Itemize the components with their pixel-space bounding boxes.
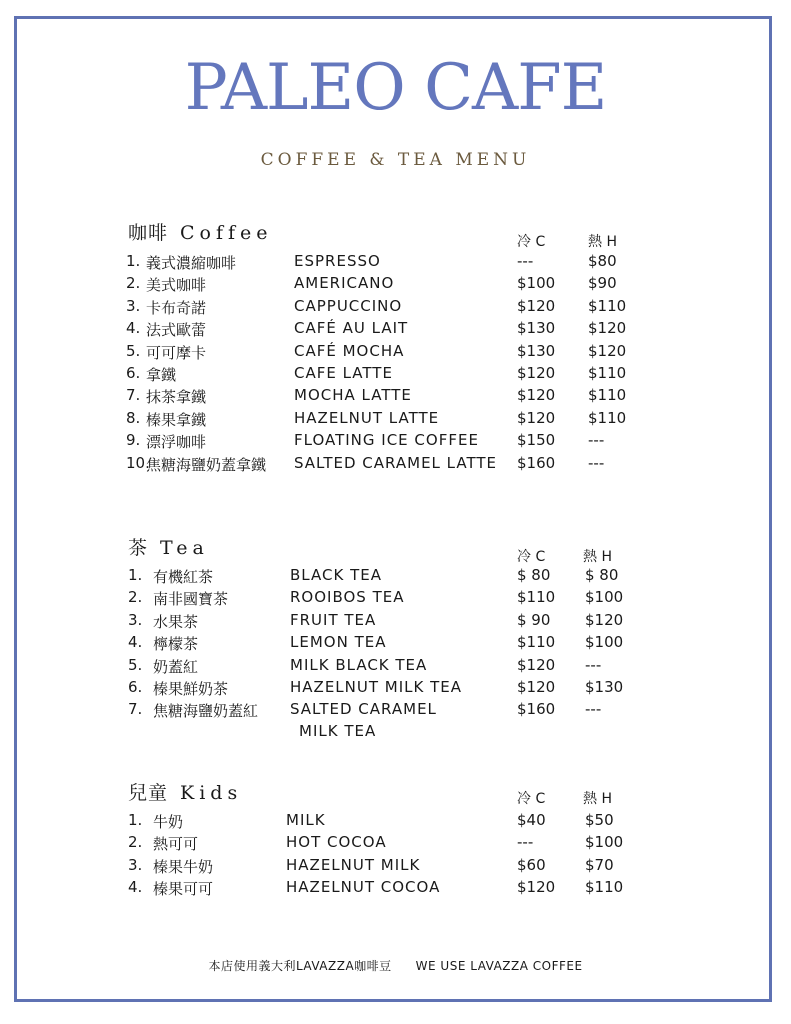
item-number: 8. <box>126 408 141 427</box>
item-name-en: CAPPUCCINO <box>294 296 403 315</box>
item-name-en: HAZELNUT COCOA <box>286 877 441 896</box>
price-hot: $130 <box>585 678 624 696</box>
item-name-en: FLOATING ICE COFFEE <box>294 431 479 450</box>
item-number: 4. <box>128 633 143 652</box>
item-number: 3. <box>128 855 143 874</box>
price-hot: $50 <box>585 811 614 829</box>
footer-zh: 本店使用義大利LAVAZZA咖啡豆 <box>208 959 392 973</box>
menu-item-row <box>0 611 791 633</box>
menu-item-row <box>0 409 791 431</box>
item-number: 3. <box>126 296 141 315</box>
item-name-zh: 檸檬茶 <box>153 635 199 654</box>
price-cold: $120 <box>517 296 556 315</box>
price-cold: $120 <box>517 877 556 896</box>
item-number: 1. <box>128 811 143 829</box>
price-hot: $100 <box>585 588 624 607</box>
kids-heading-en: Kids <box>180 782 243 804</box>
menu-item-row <box>0 431 791 453</box>
price-hot: --- <box>588 431 605 450</box>
cafe-title: PALEO CAFE <box>184 51 607 125</box>
coffee-cold-header: 冷 C <box>517 234 546 250</box>
coffee-heading-zh: 咖啡 <box>128 222 169 244</box>
item-name-en: MOCHA LATTE <box>294 386 412 405</box>
price-cold: $ 80 <box>517 566 551 584</box>
menu-item-row <box>0 856 791 878</box>
coffee-section-heading <box>128 218 273 245</box>
price-hot: $120 <box>588 319 627 338</box>
menu-item-row <box>0 700 791 741</box>
price-hot: $100 <box>585 833 624 852</box>
footer-en: WE USE LAVAZZA COFFEE <box>415 959 583 973</box>
item-name-en: CAFE LATTE <box>294 364 393 382</box>
price-cold: $120 <box>517 678 556 696</box>
item-number: 6. <box>128 678 143 696</box>
item-number: 9. <box>126 431 141 450</box>
kids-section-heading <box>128 778 242 805</box>
menu-item-row <box>0 454 791 476</box>
item-name-zh: 熱可可 <box>153 835 199 854</box>
price-cold: $ 90 <box>517 610 551 629</box>
tea-heading-en: Tea <box>160 537 209 559</box>
menu-item-row <box>0 588 791 610</box>
item-number: 10. <box>126 453 150 472</box>
item-number: 3. <box>128 610 143 629</box>
price-cold: $130 <box>517 341 556 360</box>
tea-heading-zh: 茶 <box>128 537 149 559</box>
price-hot: $110 <box>588 296 627 315</box>
item-number: 4. <box>126 319 141 338</box>
tea-hot-header: 熱 H <box>583 549 612 565</box>
coffee-hot-header: 熱 H <box>588 234 617 250</box>
menu-item-row <box>0 678 791 700</box>
price-cold: $120 <box>517 364 556 382</box>
price-hot: $120 <box>585 610 624 629</box>
item-name-en: SALTED CARAMEL <box>290 700 437 719</box>
kids-cold-header: 冷 C <box>517 791 546 807</box>
item-number: 5. <box>128 655 143 674</box>
item-name-zh: 法式歐蕾 <box>146 321 207 340</box>
item-name-zh: 義式濃縮咖啡 <box>146 254 237 272</box>
price-hot: --- <box>585 655 602 674</box>
item-name-zh: 卡布奇諾 <box>146 298 207 317</box>
price-hot: $110 <box>588 386 627 405</box>
item-number: 7. <box>126 386 141 405</box>
item-name-zh: 牛奶 <box>153 813 184 831</box>
menu-item-row <box>0 297 791 319</box>
item-name-en: FRUIT TEA <box>290 610 377 629</box>
item-number: 5. <box>126 341 141 360</box>
price-hot: $120 <box>588 341 627 360</box>
menu-item-row <box>0 364 791 386</box>
item-name-zh: 拿鐵 <box>146 366 177 384</box>
menu-item-row <box>0 342 791 364</box>
item-number: 2. <box>128 833 143 852</box>
menu-item-row <box>0 252 791 274</box>
item-name-en: MILK <box>286 811 326 829</box>
price-cold: $150 <box>517 431 556 450</box>
item-name-zh: 焦糖海鹽奶蓋拿鐵 <box>146 455 267 474</box>
item-name-en: HAZELNUT MILK <box>286 855 421 874</box>
item-name-en: HAZELNUT LATTE <box>294 408 440 427</box>
price-cold: $110 <box>517 633 556 652</box>
kids-hot-header: 熱 H <box>583 791 612 807</box>
item-number: 6. <box>126 364 141 382</box>
price-cold: $160 <box>517 700 556 719</box>
price-hot: $ 80 <box>585 566 619 584</box>
menu-item-row <box>0 274 791 296</box>
item-number: 4. <box>128 877 143 896</box>
price-cold: $40 <box>517 811 546 829</box>
price-cold: $120 <box>517 408 556 427</box>
price-cold: $100 <box>517 274 556 293</box>
menu-subtitle: COFFEE & TEA MENU <box>260 150 531 170</box>
menu-item-row <box>0 633 791 655</box>
item-name-zh: 水果茶 <box>153 612 199 631</box>
item-name-zh: 有機紅茶 <box>153 568 214 586</box>
item-name-en: ROOIBOS TEA <box>290 588 405 607</box>
item-name-en: AMERICANO <box>294 274 395 293</box>
price-hot: $70 <box>585 855 614 874</box>
item-name-zh: 榛果可可 <box>153 879 214 898</box>
menu-item-row <box>0 319 791 341</box>
price-cold: $120 <box>517 386 556 405</box>
price-cold: $60 <box>517 855 546 874</box>
menu-item-row <box>0 878 791 900</box>
kids-heading-zh: 兒童 <box>128 782 169 804</box>
item-number: 2. <box>126 274 141 293</box>
item-name-en: CAFÉ MOCHA <box>294 341 405 360</box>
price-hot: $110 <box>588 408 627 427</box>
price-cold: $160 <box>517 453 556 472</box>
item-name-en: ESPRESSO <box>294 252 381 270</box>
menu-item-row <box>0 656 791 678</box>
item-name-en: MILK BLACK TEA <box>290 655 428 674</box>
item-number: 1. <box>126 252 141 270</box>
item-name-en: SALTED CARAMEL LATTE <box>294 453 498 472</box>
item-name-zh: 可可摩卡 <box>146 343 207 362</box>
item-name-en-line2: MILK TEA <box>299 722 377 741</box>
price-hot: $90 <box>588 274 617 293</box>
item-name-zh: 榛果牛奶 <box>153 857 214 876</box>
item-number: 2. <box>128 588 143 607</box>
item-name-en: HAZELNUT MILK TEA <box>290 678 463 696</box>
item-name-en: BLACK TEA <box>290 566 382 584</box>
price-hot: $80 <box>588 252 617 270</box>
price-cold: --- <box>517 252 534 270</box>
item-name-zh: 漂浮咖啡 <box>146 433 207 452</box>
price-cold: $110 <box>517 588 556 607</box>
menu-item-row <box>0 833 791 855</box>
tea-cold-header: 冷 C <box>517 549 546 565</box>
price-cold: --- <box>517 833 534 852</box>
item-name-zh: 奶蓋紅 <box>153 657 199 676</box>
footer-note <box>0 957 791 974</box>
tea-section-heading <box>128 533 209 560</box>
menu-item-row <box>0 811 791 833</box>
price-cold: $120 <box>517 655 556 674</box>
item-name-zh: 焦糖海鹽奶蓋紅 <box>153 702 259 721</box>
menu-item-row <box>0 386 791 408</box>
item-name-zh: 南非國寶茶 <box>153 590 229 609</box>
item-number: 7. <box>128 700 143 719</box>
price-hot: --- <box>585 700 602 719</box>
menu-item-row <box>0 566 791 588</box>
item-name-zh: 榛果鮮奶茶 <box>153 680 229 698</box>
price-hot: $110 <box>585 877 624 896</box>
price-hot: --- <box>588 453 605 472</box>
item-name-en: HOT COCOA <box>286 833 387 852</box>
item-name-en: LEMON TEA <box>290 633 387 652</box>
coffee-heading-en: Coffee <box>180 222 273 244</box>
item-name-en: CAFÉ AU LAIT <box>294 319 409 338</box>
price-cold: $130 <box>517 319 556 338</box>
item-number: 1. <box>128 566 143 584</box>
item-name-zh: 抹茶拿鐵 <box>146 388 207 407</box>
price-hot: $110 <box>588 364 627 382</box>
price-hot: $100 <box>585 633 624 652</box>
item-name-zh: 美式咖啡 <box>146 276 207 295</box>
item-name-zh: 榛果拿鐵 <box>146 410 207 429</box>
